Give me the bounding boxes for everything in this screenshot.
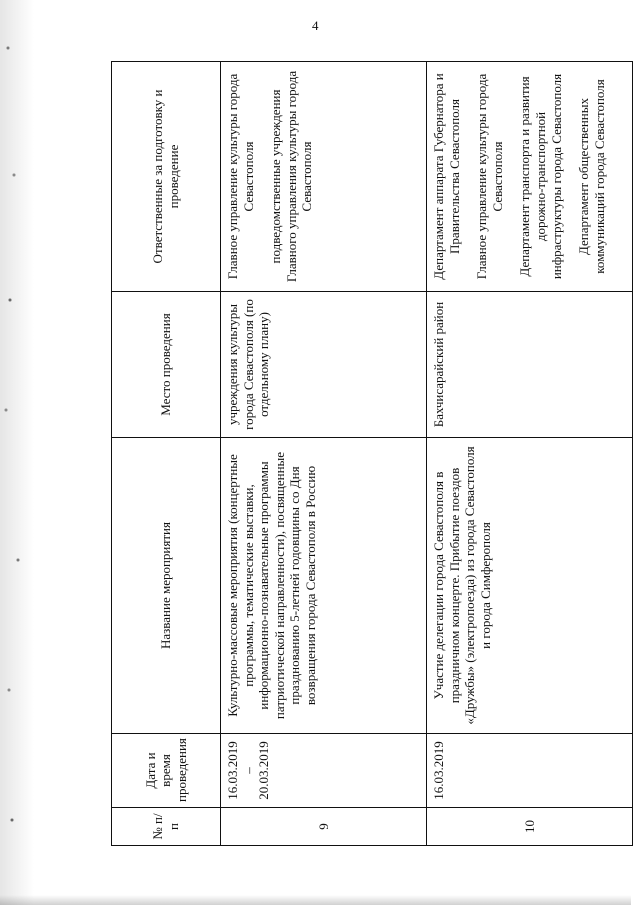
header-num: № п/п xyxy=(112,808,221,846)
events-table-container xyxy=(111,62,605,846)
row-number: 10 xyxy=(427,808,633,846)
header-date: Дата и время проведения xyxy=(112,734,221,808)
rotated-landscape-table xyxy=(111,62,605,846)
event-name: Культурно-массовые мероприятия (концертные программы, тематические выставки, информационно-познавательные программы патриотической направленности), посвященные празднованию 5-летней годовщины со Дня возвращения города Севастополя в Россию xyxy=(221,438,427,734)
event-date: 16.03.2019 – 20.03.2019 xyxy=(221,734,427,808)
responsible-item: Департамент аппарата Губернатора и Правительства Севастополя xyxy=(431,73,462,280)
event-responsible xyxy=(221,62,427,292)
responsible-item: Департамент общественных коммуникаций города Севастополя xyxy=(576,79,607,274)
event-place: учреждения культуры города Севастополя (по отдельному плану) xyxy=(221,292,427,438)
event-responsible xyxy=(427,62,633,292)
responsible-item: Департамент транспорта и развития дорожно-транспортной инфраструктуры города Севастополя xyxy=(517,73,564,280)
scan-bottom-edge xyxy=(0,895,631,905)
row-number: 9 xyxy=(221,808,427,846)
table-row xyxy=(221,62,427,846)
page-number: 4 xyxy=(312,18,319,33)
event-date: 16.03.2019 xyxy=(427,734,633,808)
event-name: Участие делегации города Севастополя в праздничном концерте. Прибытие поездов «Дружбы» (электропоезда) из города Севастополя и города Симферополя xyxy=(427,438,633,734)
header-responsible: Ответственные за подготовку и проведение xyxy=(112,62,221,292)
table-header-row xyxy=(112,62,221,846)
header-name: Название мероприятия xyxy=(112,438,221,734)
scan-shadow-edge xyxy=(0,0,34,905)
events-table xyxy=(111,61,633,846)
header-place: Место проведения xyxy=(112,292,221,438)
responsible-item: Главное управление культуры города Севастополя xyxy=(225,73,256,280)
event-place: Бахчисарайский район xyxy=(427,292,633,438)
responsible-item: подведомственные учреждения Главного управления культуры города Севастополя xyxy=(268,70,315,283)
table-row xyxy=(427,62,633,846)
responsible-item: Главное управление культуры города Севастополя xyxy=(474,73,505,280)
